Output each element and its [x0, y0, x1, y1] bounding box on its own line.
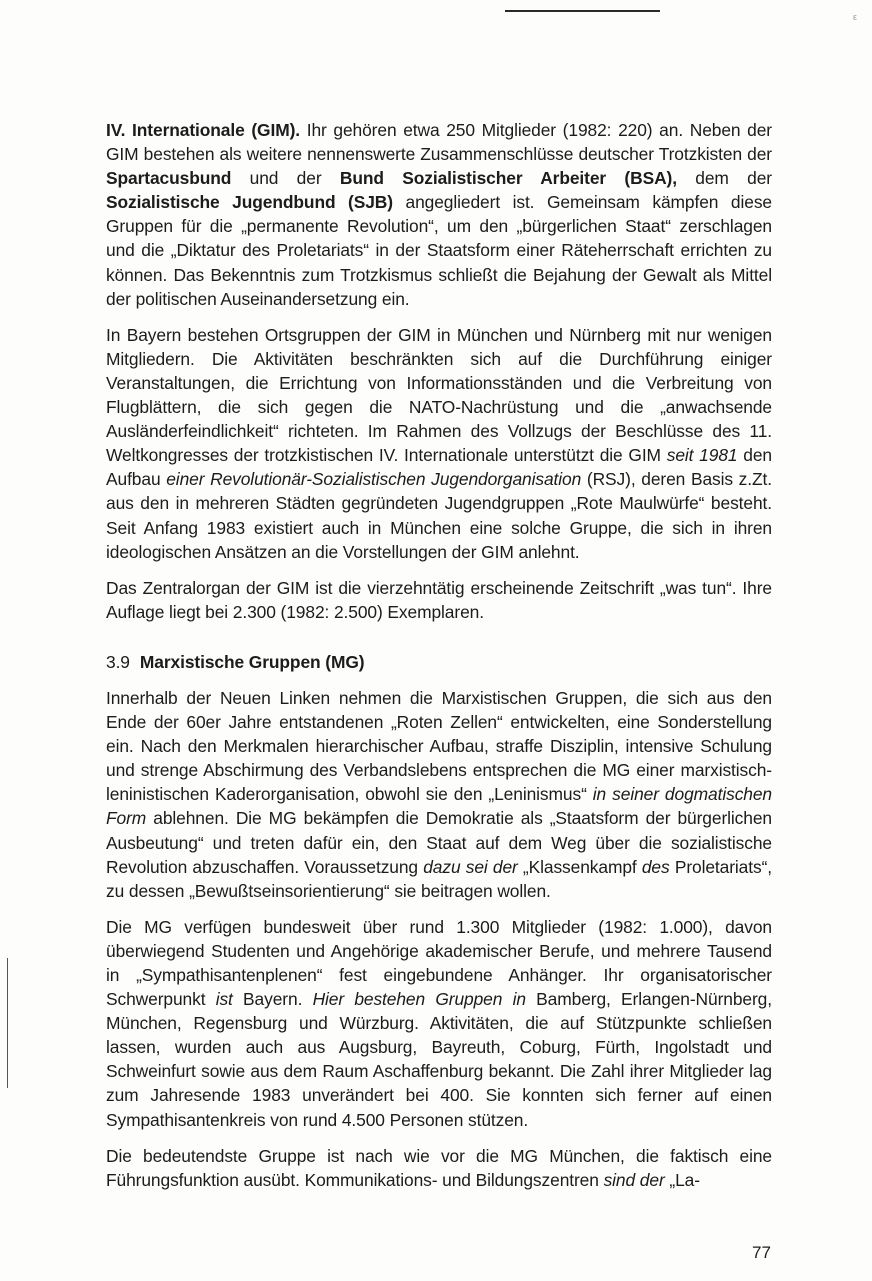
corner-mark: ε [853, 12, 858, 22]
italic-run: ist [215, 989, 233, 1010]
italic-run: dazu sei der [423, 856, 518, 877]
paragraph-neue-linke [106, 686, 772, 903]
bold-term: Bund Sozialistischer Arbeiter (BSA), [339, 168, 677, 189]
paragraph-mg-muenchen [106, 1144, 772, 1192]
margin-line [7, 958, 8, 1088]
text-run: und der [231, 168, 340, 189]
paragraph-mitglieder [106, 915, 772, 1132]
bold-term: Spartacusbund [106, 168, 232, 189]
text-run: angegliedert ist. Gemeinsam kämpfen diese Gruppen für die „permanente Revolution“, um den „bürgerlichen Staat“ zerschlagen und die „Diktatur des Proletariats“ in der Staatsform einer Räteherrschaft errichten zu können. Das Bekenntnis zum Trotzkismus schließt die Bejahung der Gewalt als Mittel der politischen Auseinandersetzung ein. [106, 192, 772, 309]
text-run: den Aufbau [106, 445, 772, 490]
text-run: „Klassenkampf [517, 856, 642, 877]
text-run: In Bayern bestehen Ortsgruppen der GIM in München und Nürnberg mit nur wenigen Mitgliedern. Die Aktivitäten beschränkten sich auf die Durchführung einiger Veranstaltungen, die Errichtung von Informationsständen und die Verbreitung von Flugblättern, die sich gegen die NATO-Nachrüstung und die „anwachsende Ausländerfeindlichkeit“ richteten. Im Rahmen des Vollzugs der Beschlüsse des 11. Weltkongresses der trotzkistischen IV. Internationale unterstützt die GIM [106, 324, 772, 466]
section-heading [106, 650, 772, 674]
top-rule [505, 10, 660, 12]
text-run: Bayern. [232, 989, 313, 1010]
text-run: ablehnen. Die MG bekämpfen die Demokratie als „Staatsform der bürgerlichen Ausbeutung“ und treten dafür ein, den Staat auf dem Weg über die sozialistische Revolution abzuschaffen. Voraussetzung [106, 808, 772, 877]
paragraph-gim [106, 118, 772, 311]
italic-run: des [641, 856, 670, 877]
paragraph-zentralorgan [106, 576, 772, 624]
page-number: 77 [752, 1243, 771, 1262]
text-run: Die MG verfügen bundesweit über rund 1.300 Mitglieder (1982: 1.000), davon überwiegend Studenten und Angehörige akademischer Berufe, und mehrere Tausend in „Sympathisantenplenen“ fest eingebundene Anhänger. Ihr organisatorischer Schwerpunkt [106, 916, 772, 1010]
italic-run: Hier bestehen Gruppen in [312, 989, 526, 1010]
text-run: Ihr gehören etwa 250 Mitglieder (1982: 220) an. Neben der GIM bestehen als weitere nennenswerte Zusammenschlüsse deutscher Trotzkisten der [106, 120, 772, 165]
text-run: Das Zentralorgan der GIM ist die vierzehntätig erscheinende Zeitschrift „was tun“. Ihre Auflage liegt bei 2.300 (1982: 2.500) Exemplaren. [106, 577, 772, 622]
text-run: (RSJ), deren Basis z.Zt. aus den in mehreren Städten gegründeten Jugendgruppen „Rote Maulwürfe“ besteht. Seit Anfang 1983 existiert auch in München eine solche Gruppe, die sich in ihren ideologischen Ansätzen an die Vorstellungen der GIM anlehnt. [106, 469, 772, 562]
italic-run: seit 1981 [666, 445, 738, 466]
text-run: „La- [664, 1169, 700, 1190]
text-run: dem der [676, 168, 772, 189]
page-body [106, 118, 772, 1204]
paragraph-bayern-gim [106, 323, 772, 564]
text-run: Bamberg, Erlangen-Nürnberg, München, Regensburg und Würzburg. Aktivitäten, die auf Stützpunkte schließen lassen, wurden auch aus Augsburg, Bayreuth, Coburg, Fürth, Ingolstadt und Schweinfurt sowie aus dem Raum Aschaffenburg bekannt. Die Zahl ihrer Mitglieder lag zum Jahresende 1983 unverändert bei 400. Sie konnten sich ferner auf einen Sympathisantenkreis von rund 4.500 Personen stützen. [106, 989, 772, 1130]
italic-run: sind der [603, 1169, 665, 1190]
italic-run: in seiner dogmatischen Form [106, 784, 773, 829]
section-number: 3.9 [106, 651, 130, 672]
text-run: Die bedeutendste Gruppe ist nach wie vor die MG München, die faktisch eine Führungsfunktion ausübt. Kommunikations- und Bildungszentren [106, 1145, 772, 1190]
italic-run: einer Revolutionär-Sozialistischen Jugendorganisation [166, 469, 582, 490]
text-run: Proletariats“, zu dessen „Bewußtseinsorientierung“ sie beitragen wollen. [106, 856, 772, 901]
paragraph-lead: IV. Internationale (GIM). [106, 120, 301, 140]
bold-term: Sozialistische Jugendbund (SJB) [106, 192, 393, 213]
section-title: Marxistische Gruppen (MG) [139, 651, 365, 672]
text-run: Innerhalb der Neuen Linken nehmen die Marxistischen Gruppen, die sich aus den Ende der 60er Jahre entstandenen „Roten Zellen“ entwickelten, eine Sonderstellung ein. Nach den Merkmalen hierarchischer Aufbau, straffe Disziplin, intensive Schulung und strenge Abschirmung des Verbandslebens entsprechen die MG einer marxistisch-leninistischen Kaderorganisation, obwohl sie den „Leninismus“ [106, 687, 772, 805]
